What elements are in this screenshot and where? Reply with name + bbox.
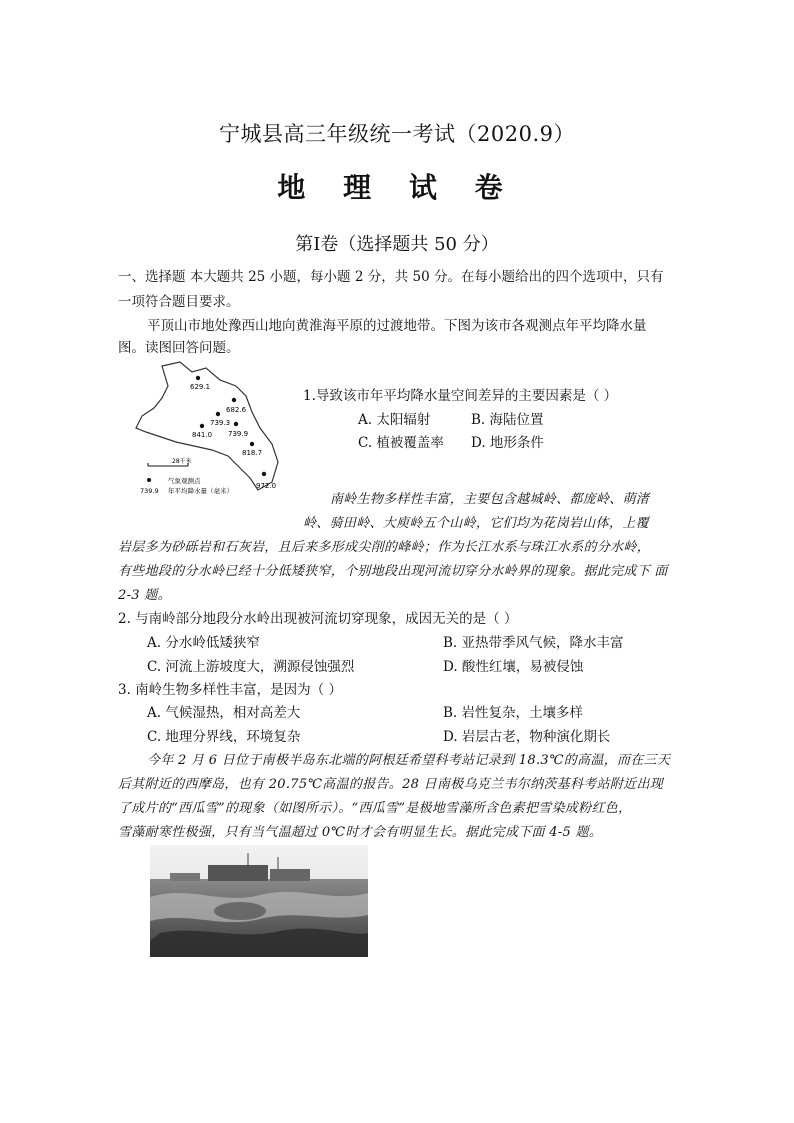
station-point (232, 398, 236, 402)
watermelon-snow-photo (150, 845, 368, 957)
passage2-line-1: 南岭生物多样性丰富，主要包含越城岭、都庞岭、萌渚 (330, 492, 650, 507)
passage3-line-3: 了成片的“西瓜雪”的现象（如图所示）。“西瓜雪”是极地雪藻所含色素把雪染成粉红色， (118, 801, 632, 816)
subject-title: 地 理 试 卷 (277, 171, 517, 204)
legend-title: 气象观测点 (168, 477, 201, 485)
instructions-line-1: 一、选择题 本大题共 25 小题，每小题 2 分，共 50 分。在每小题给出的四个选项中，只有 (118, 269, 664, 285)
station-point (200, 424, 204, 428)
q2-option-d: D. 酸性红壤，易被侵蚀 (443, 659, 584, 675)
station-label: 682.6 (226, 406, 247, 414)
passage2-line-4: 有些地段的分水岭已经十分低矮狭窄，个别地段出现河流切穿分水岭界的现象。据此完成下 面 (118, 564, 668, 579)
part-title: 第Ⅰ卷（选择题共 50 分） (295, 234, 499, 255)
q3-option-a: A. 气候湿热，相对高差大 (147, 705, 301, 721)
station-label: 972.0 (256, 482, 277, 490)
city-boundary (136, 362, 278, 490)
passage3-line-4: 雪藻耐寒性极强，只有当气温超过 0℃时才会有明显生长。据此完成下面 4-5 题。 (118, 825, 603, 840)
passage3-line-2: 后其附近的西摩岛，也有 20.75℃高温的报告。28 日南极乌克兰韦尔纳茨基科考站附近出现 (118, 777, 664, 792)
legend-sample-value: 739.9 (140, 487, 159, 495)
legend-desc: 年平均降水量（毫米） (168, 487, 233, 495)
q3-option-c: C. 地理分界线，环境复杂 (147, 729, 301, 745)
passage1-line-2: 图。读图回答问题。 (118, 340, 240, 356)
q2-option-c: C. 河流上游坡度大，溯源侵蚀强烈 (147, 659, 355, 675)
q2-stem: 2. 与南岭部分地段分水岭出现被河流切穿现象，成因无关的是（ ） (118, 611, 518, 627)
exam-title: 宁城县高三年级统一考试（2020.9） (219, 122, 575, 146)
station-label: 818.7 (242, 449, 263, 457)
precipitation-map (132, 358, 282, 498)
station-point (262, 472, 266, 476)
station-label: 629.1 (190, 383, 211, 391)
passage2-line-3: 岩层多为砂砾岩和石灰岩，且后来多形成尖削的峰岭；作为长江水系与珠江水系的分水岭， (118, 540, 651, 555)
passage3-line-1: 今年 2 月 6 日位于南极半岛东北端的阿根廷希望科考站记录到 18.3℃的高温，而在三天 (147, 753, 671, 768)
station-point (216, 412, 220, 416)
passage2-line-2: 岭、骑田岭、大庾岭五个山岭，它们均为花岗岩山体，上覆 (303, 516, 649, 531)
q3-option-b: B. 岩性复杂，土壤多样 (443, 705, 584, 721)
q3-stem: 3. 南岭生物多样性丰富，是因为（ ） (118, 682, 342, 698)
scale-label: 28千米 (172, 458, 192, 465)
legend-point-icon (147, 478, 151, 482)
q1-option-b: B. 海陆位置 (471, 412, 544, 428)
station-label: 739.9 (228, 430, 249, 438)
instructions-line-2: 一项符合题目要求。 (118, 294, 240, 310)
station-label: 739.3 (210, 419, 231, 427)
station-point (234, 422, 238, 426)
passage2-line-5: 2-3 题。 (118, 588, 171, 603)
station-label: 841.0 (192, 431, 213, 439)
station-point (196, 376, 200, 380)
q2-option-b: B. 亚热带季风气候，降水丰富 (443, 635, 624, 651)
q1-option-d: D. 地形条件 (471, 435, 544, 451)
q1-option-a: A. 太阳辐射 (358, 412, 431, 428)
q1-stem: 1.导致该市年平均降水量空间差异的主要因素是（ ） (303, 388, 618, 404)
q3-option-d: D. 岩层古老，物种演化期长 (443, 729, 611, 745)
q1-option-c: C. 植被覆盖率 (358, 435, 444, 451)
q2-option-a: A. 分水岭低矮狭窄 (147, 635, 260, 651)
passage1-line-1: 平顶山市地处豫西山地向黄淮海平原的过渡地带。下图为该市各观测点年平均降水量 (147, 318, 647, 334)
station-point (250, 442, 254, 446)
